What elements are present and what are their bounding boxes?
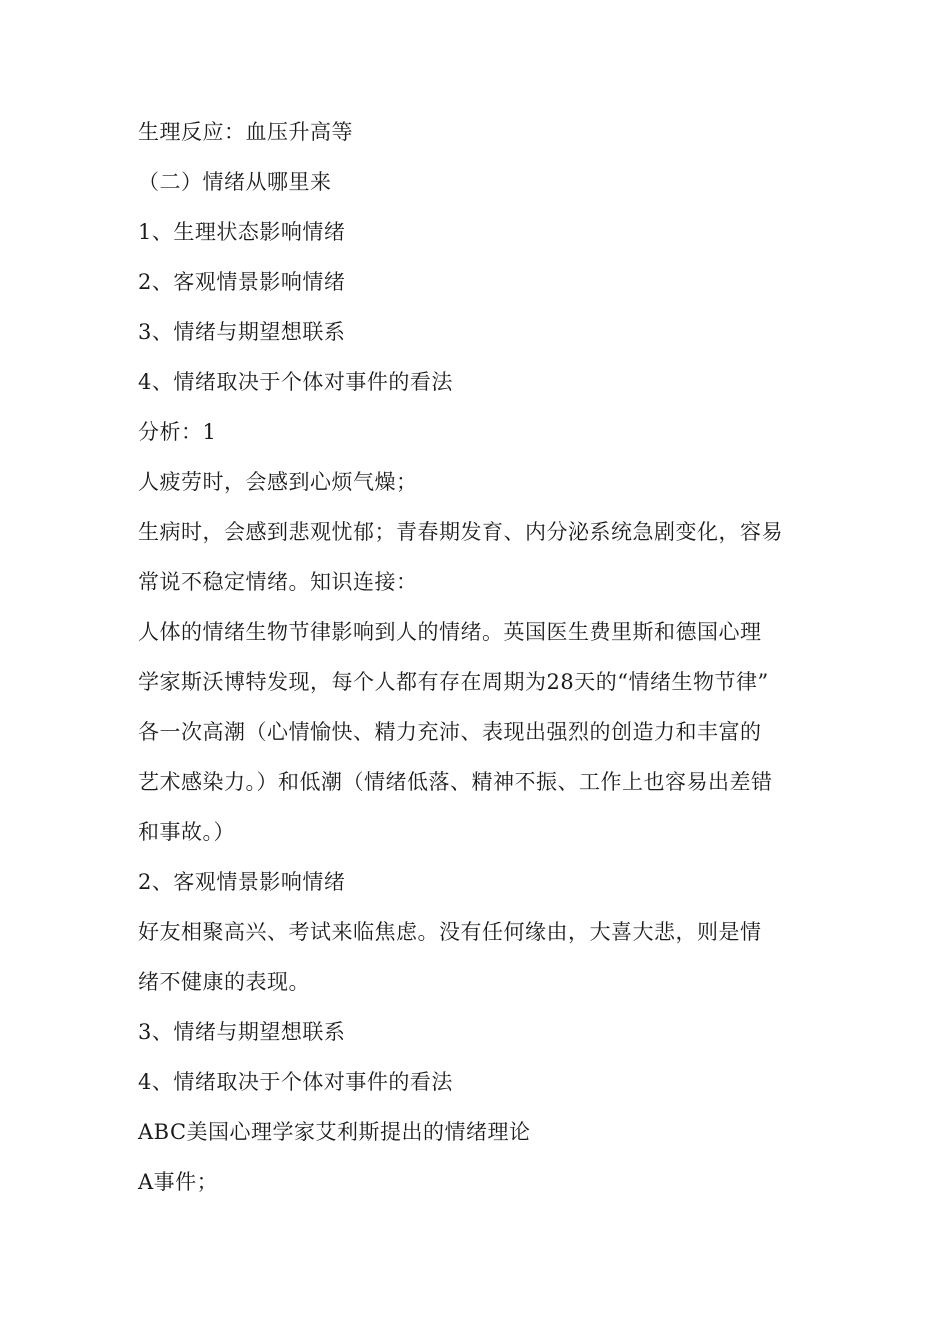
list-item-4: 4、情绪取决于个体对事件的看法	[138, 370, 453, 394]
subheading-line: 2、客观情景影响情绪	[138, 870, 346, 894]
list-item-2: 2、客观情景影响情绪	[138, 270, 346, 294]
list-item-1: 1、生理状态影响情绪	[138, 220, 346, 244]
subheading-line: 3、情绪与期望想联系	[138, 1020, 346, 1044]
paragraph-line: A事件；	[138, 1170, 219, 1194]
paragraph-line: 人疲劳时，会感到心烦气燥；	[138, 470, 418, 494]
paragraph-line: 好友相聚高兴、考试来临焦虑。没有任何缘由，大喜大悲，则是情	[138, 920, 762, 944]
paragraph-line: 学家斯沃博特发现，每个人都有存在周期为28天的“情绪生物节律”	[138, 670, 769, 694]
list-item-3: 3、情绪与期望想联系	[138, 320, 346, 344]
section-heading-emotion-origin: （二）情绪从哪里来	[138, 170, 332, 194]
paragraph-line: 常说不稳定情绪。知识连接：	[138, 570, 418, 594]
paragraph-line: 人体的情绪生物节律影响到人的情绪。英国医生费里斯和德国心理	[138, 620, 762, 644]
paragraph-line: 生病时，会感到悲观忧郁；青春期发育、内分泌系统急剧变化，容易	[138, 520, 783, 544]
paragraph-line: 各一次高潮（心情愉快、精力充沛、表现出强烈的创造力和丰富的	[138, 720, 762, 744]
paragraph-line: 和事故。）	[138, 820, 235, 844]
paragraph-line: 艺术感染力。）和低潮（情绪低落、精神不振、工作上也容易出差错	[138, 770, 773, 794]
analysis-label: 分析：1	[138, 420, 217, 444]
subheading-line: 4、情绪取决于个体对事件的看法	[138, 1070, 453, 1094]
paragraph-line: ABC美国心理学家艾利斯提出的情绪理论	[138, 1120, 531, 1144]
paragraph-line: 绪不健康的表现。	[138, 970, 310, 994]
text-line-physiological-reaction: 生理反应：血压升高等	[138, 120, 353, 144]
